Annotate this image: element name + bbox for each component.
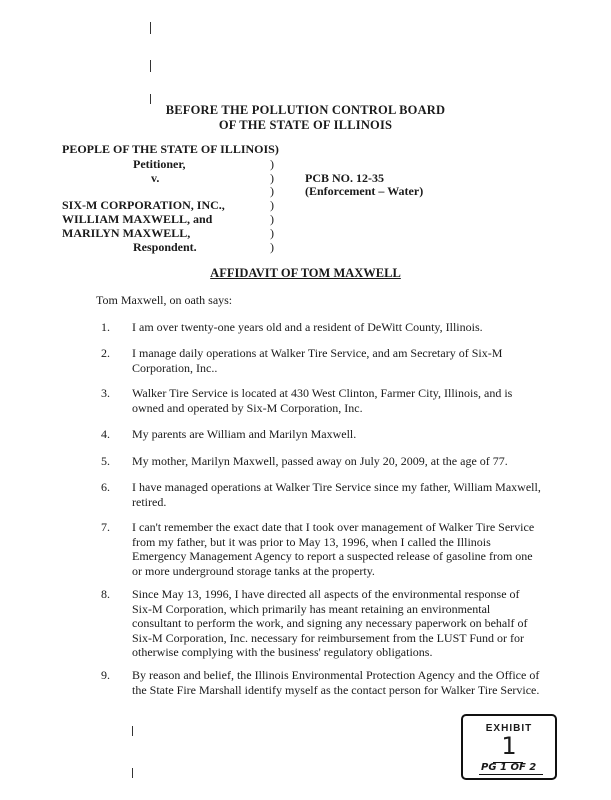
caption-paren: ) bbox=[270, 171, 274, 185]
exhibit-page-underline bbox=[479, 774, 543, 775]
paragraph-number: 1. bbox=[101, 320, 110, 334]
paragraph-text: Since May 13, 1996, I have directed all aspects of the environmental response of Six-M Corporation, which primarily has meant retaining an environmental consultant to perform the work, and signing any necessary paperwork on behalf of Six-M Corporation, Inc. necessary for reimbursement from the LUST Fund or for otherwise complying with the business' regulatory obligations. bbox=[132, 587, 528, 659]
versus-marker: v. bbox=[151, 171, 160, 185]
court-state: OF THE STATE OF ILLINOIS bbox=[218, 118, 393, 132]
document-title: AFFIDAVIT OF TOM MAXWELL bbox=[210, 266, 401, 280]
exhibit-label: EXHIBIT bbox=[485, 723, 533, 734]
defendant-william: WILLIAM MAXWELL, and bbox=[62, 212, 213, 226]
defendant-corporation: SIX-M CORPORATION, INC., bbox=[62, 198, 225, 212]
paragraph-text: Walker Tire Service is located at 430 West Clinton, Farmer City, Illinois, and is owned and operated by Six-M Corporation, Inc. bbox=[132, 386, 513, 415]
paragraph-number: 2. bbox=[101, 346, 110, 360]
paragraph-text: I manage daily operations at Walker Tire Service, and am Secretary of Six-M Corporation, Inc.. bbox=[132, 346, 503, 375]
exhibit-sticker bbox=[461, 714, 557, 780]
paragraph-text: I am over twenty-one years old and a resident of DeWitt County, Illinois. bbox=[132, 320, 483, 334]
court-name: BEFORE THE POLLUTION CONTROL BOARD bbox=[165, 103, 446, 117]
plaintiff-name: PEOPLE OF THE STATE OF ILLINOIS) bbox=[62, 142, 279, 156]
scan-mark bbox=[132, 768, 133, 778]
paragraph-number: 9. bbox=[101, 668, 110, 682]
paragraph-number: 4. bbox=[101, 427, 110, 441]
paragraph-text: I can't remember the exact date that I took over management of Walker Tire Service from my father, but it was prior to May 13, 1996, when I called the Illinois Emergency Management Agency to report a suspected release of gasoline from one or more underground storage tanks at the property. bbox=[132, 520, 535, 578]
paragraph-text: My mother, Marilyn Maxwell, passed away on July 20, 2009, at the age of 77. bbox=[132, 454, 508, 468]
caption-paren: ) bbox=[270, 157, 274, 171]
caption-paren: ) bbox=[270, 198, 274, 212]
respondent-role: Respondent. bbox=[133, 240, 197, 254]
caption-paren: ) bbox=[270, 240, 274, 254]
paragraph-number: 6. bbox=[101, 480, 110, 494]
case-type: (Enforcement – Water) bbox=[305, 184, 424, 198]
scan-mark bbox=[150, 60, 151, 72]
paragraph-number: 7. bbox=[101, 520, 110, 534]
caption-paren: ) bbox=[270, 226, 274, 240]
paragraph-number: 8. bbox=[101, 587, 110, 601]
exhibit-page-note: PG 1 OF 2 bbox=[481, 762, 537, 773]
caption-paren: ) bbox=[270, 184, 274, 198]
caption-paren: ) bbox=[270, 212, 274, 226]
affiant-intro: Tom Maxwell, on oath says: bbox=[96, 293, 233, 307]
petitioner-role: Petitioner, bbox=[133, 157, 186, 171]
scan-mark bbox=[132, 726, 133, 736]
paragraph-number: 3. bbox=[101, 386, 110, 400]
exhibit-number: 1 bbox=[501, 732, 517, 760]
paragraph-text: My parents are William and Marilyn Maxwell. bbox=[132, 427, 357, 441]
paragraph-number: 5. bbox=[101, 454, 110, 468]
defendant-marilyn: MARILYN MAXWELL, bbox=[62, 226, 191, 240]
scan-mark bbox=[150, 22, 151, 34]
paragraph-text: I have managed operations at Walker Tire Service since my father, William Maxwell, retired. bbox=[132, 480, 541, 509]
case-number: PCB NO. 12-35 bbox=[305, 171, 384, 185]
paragraph-text: By reason and belief, the Illinois Environmental Protection Agency and the Office of the State Fire Marshall identify myself as the contact person for Walker Tire Service. bbox=[132, 668, 540, 697]
